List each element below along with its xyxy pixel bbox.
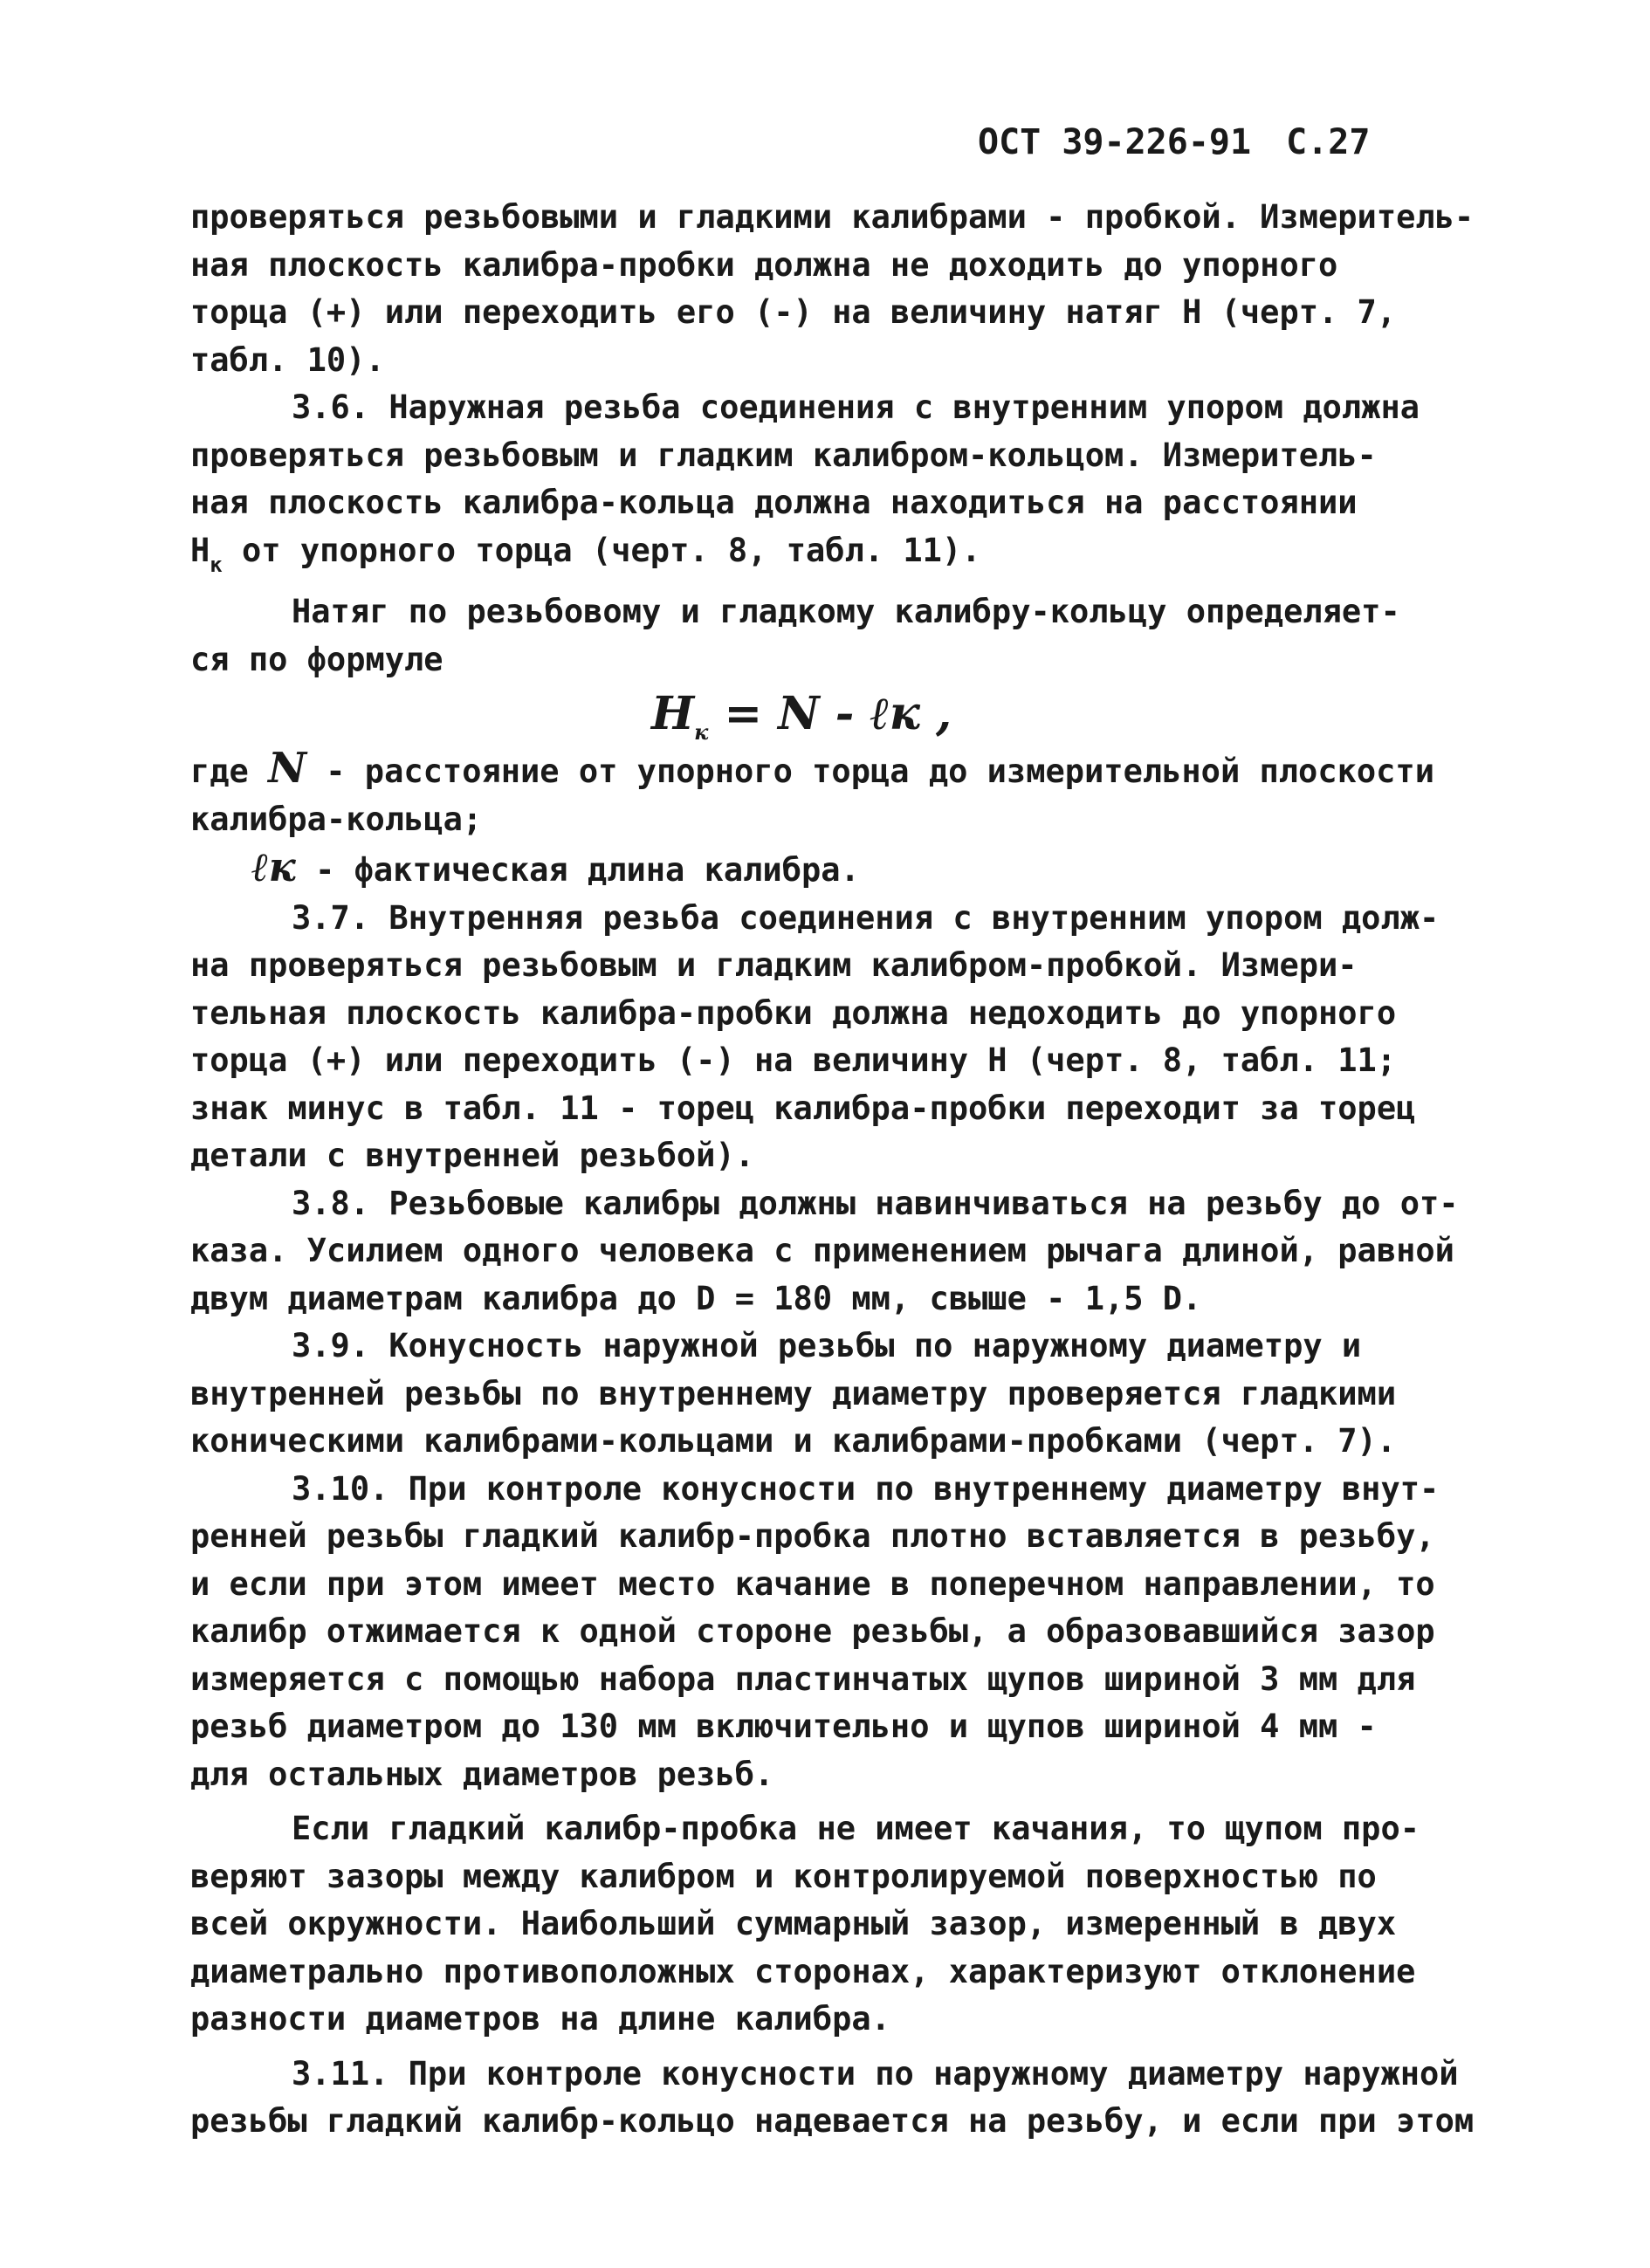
paragraph-continuation — [190, 194, 1517, 384]
paragraph-3-8 — [190, 1180, 1517, 1323]
definition-prefix: где — [190, 753, 249, 790]
paragraph-3-6 — [190, 384, 1517, 588]
text-line: и если при этом имеет место качание в поперечном направлении, то — [190, 1564, 1435, 1603]
text-line — [190, 527, 1517, 589]
symbol-subscript: к — [210, 552, 223, 577]
text-line: проверяться резьбовыми и гладкими калибрами - пробкой. Измеритель- — [190, 198, 1475, 236]
text-line: Если гладкий калибр-пробка не имеет качания, то щупом про- — [292, 1810, 1420, 1847]
definition-continuation: калибра-кольца; — [190, 800, 483, 838]
text-line: торца (+) или переходить (-) на величину Н (черт. 8, табл. 11; — [190, 1041, 1397, 1079]
definition-lk — [190, 843, 1517, 895]
text-line: всей окружности. Наибольший суммарный зазор, измеренный в двух — [190, 1905, 1397, 1942]
text-line: 3.9. Конусность наружной резьбы по наружному диаметру и — [292, 1327, 1362, 1364]
paragraph-3-9 — [190, 1323, 1517, 1466]
text-line-rest: от упорного торца (черт. 8, табл. 11). — [222, 531, 981, 569]
text-line: табл. 10). — [190, 340, 385, 379]
text-line: внутренней резьбы по внутреннему диаметру проверяется гладкими — [190, 1374, 1397, 1412]
text-line: проверяться резьбовым и гладким калибром-кольцом. Измеритель- — [190, 436, 1377, 474]
page-number: С.27 — [1286, 122, 1371, 162]
text-line: тельная плоскость калибра-пробки должна недоходить до упорного — [190, 993, 1397, 1032]
text-line: знак минус в табл. 11 - торец калибра-пробки переходит за торец — [190, 1089, 1416, 1127]
text-line: коническими калибрами-кольцами и калибрами-пробками (черт. 7). — [190, 1422, 1397, 1460]
page-header — [978, 122, 1370, 162]
body-text — [190, 194, 1517, 2146]
definition-symbol: N — [268, 744, 306, 793]
text-line: каза. Усилием одного человека с применением рычага длиной, равной — [190, 1232, 1454, 1269]
text-line: ная плоскость калибра-кольца должна находиться на расстоянии — [190, 484, 1358, 521]
symbol-h: Н — [190, 531, 210, 569]
text-line: ся по формуле — [190, 640, 443, 678]
text-line: детали с внутренней резьбой). — [190, 1137, 755, 1174]
text-line: 3.7. Внутренняя резьба соединения с внутренним упором долж- — [292, 898, 1440, 937]
text-line: на проверяться резьбовым и гладким калибром-пробкой. Измери- — [190, 946, 1358, 984]
text-line: для остальных диаметров резьб. — [190, 1755, 774, 1793]
text-line: ренней резьбы гладкий калибр-пробка плотно вставляется в резьбу, — [190, 1517, 1435, 1555]
paragraph-natyag — [190, 588, 1517, 684]
text-line: резьбы гладкий калибр-кольцо надевается на резьбу, и если при этом — [190, 2102, 1475, 2140]
text-line: торца (+) или переходить его (-) на величину натяг Н (черт. 7, — [190, 293, 1397, 331]
paragraph-3-7 — [190, 895, 1517, 1180]
formula-lhs-subscript: к — [694, 719, 709, 745]
formula-lhs: Н — [651, 687, 695, 740]
text-line: ная плоскость калибра-пробки должна не доходить до упорного — [190, 245, 1338, 284]
paragraph-3-10 — [190, 1466, 1517, 1799]
document-code: ОСТ 39-226-91 — [978, 122, 1252, 162]
text-line: двум диаметрам калибра до D = 180 мм, свыше - 1,5 D. — [190, 1279, 1202, 1317]
text-line: 3.6. Наружная резьба соединения с внутренним упором должна — [292, 388, 1420, 426]
text-line: резьб диаметром до 130 мм включительно и щупов шириной 4 мм - — [190, 1708, 1377, 1745]
paragraph-3-10-continued — [190, 1805, 1517, 2044]
definition-text: - фактическая длина калибра. — [295, 851, 860, 889]
text-line: веряют зазоры между калибром и контролируемой поверхностью по — [190, 1857, 1377, 1895]
text-line: диаметрально противоположных сторонах, характеризуют отклонение — [190, 1952, 1416, 1990]
text-line: 3.11. При контроле конусности по наружному диаметру наружной — [292, 2054, 1459, 2093]
text-line: калибр отжимается к одной стороне резьбы, а образовавшийся зазор — [190, 1612, 1435, 1650]
definitions — [190, 745, 1517, 895]
formula-rhs: = N - ℓк , — [708, 687, 952, 740]
text-line: измеряется с помощью набора пластинчатых щупов шириной 3 мм для — [190, 1660, 1416, 1698]
text-line: Натяг по резьбовому и гладкому калибру-кольцу определяет- — [292, 593, 1400, 630]
definition-text: - расстояние от упорного торца до измерительной плоскости — [306, 753, 1434, 790]
paragraph-3-11 — [190, 2051, 1517, 2146]
text-line: 3.8. Резьбовые калибры должны навинчиваться на резьбу до от- — [292, 1184, 1459, 1222]
definition-n — [190, 745, 1517, 796]
text-line: разности диаметров на длине калибра. — [190, 2000, 890, 2038]
definition-symbol: ℓк — [251, 843, 296, 890]
text-line: 3.10. При контроле конусности по внутреннему диаметру внут- — [292, 1469, 1440, 1508]
formula — [190, 684, 1517, 745]
